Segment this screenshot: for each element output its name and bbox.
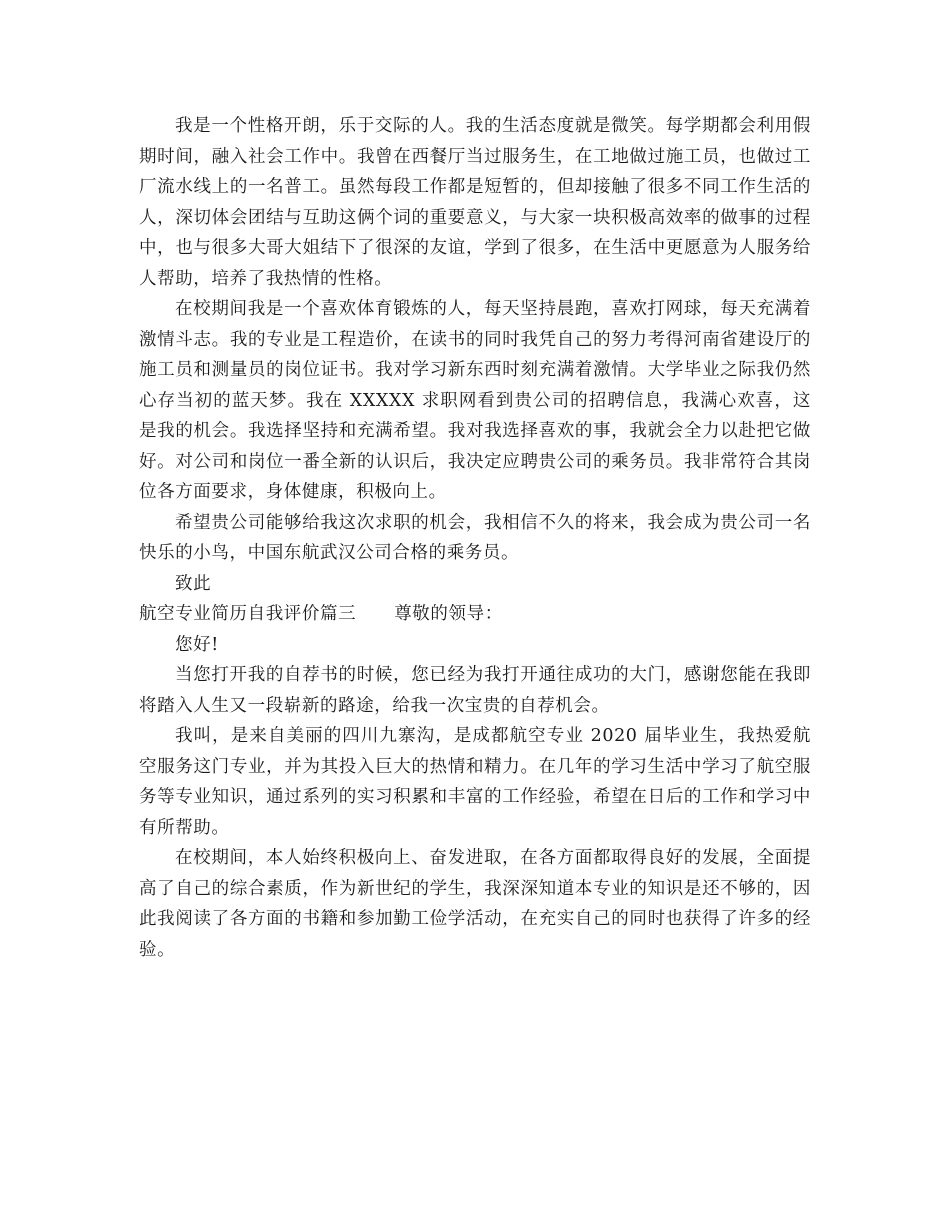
greeting-line: 您好! bbox=[175, 634, 219, 655]
document-page bbox=[139, 111, 811, 965]
paragraph-school-period: 在校期间，本人始终积极向上、奋发进取，在各方面都取得良好的发展，全面提高了自己的综合素质，作为新世纪的学生，我深深知道本专业的知识是还不够的，因此我阅读了各方面的书籍和参加勤工俭学活动，在充实自己的同时也获得了许多的经验。 bbox=[139, 848, 811, 960]
paragraph-opening: 当您打开我的自荐书的时候，您已经为我打开通往成功的大门，感谢您能在我即将踏入人生又一段崭新的路途，给我一次宝贵的自荐机会。 bbox=[139, 665, 811, 716]
paragraph-personality: 我是一个性格开朗，乐于交际的人。我的生活态度就是微笑。每学期都会利用假期时间，融入社会工作中。我曾在西餐厅当过服务生，在工地做过施工员，也做过工厂流水线上的一名普工。虽然每段工作都是短暂的，但却接触了很多不同工作生活的人，深切体会团结与互助这俩个词的重要意义，与大家一块积极高效率的做事的过程中，也与很多大哥大姐结下了很深的友谊，学到了很多，在生活中更愿意为人服务给人帮助，培养了我热情的性格。 bbox=[139, 116, 811, 289]
section-heading-line bbox=[139, 599, 811, 630]
closing-line: 致此 bbox=[175, 573, 212, 594]
section-title: 航空专业简历自我评价篇三 bbox=[139, 604, 357, 624]
salutation: 尊敬的领导： bbox=[394, 604, 503, 624]
paragraph-hope: 希望贵公司能够给我这次求职的机会，我相信不久的将来，我会成为贵公司一名快乐的小鸟，中国东航武汉公司合格的乘务员。 bbox=[139, 512, 811, 563]
paragraph-school-activities: 在校期间我是一个喜欢体育锻炼的人，每天坚持晨跑，喜欢打网球，每天充满着激情斗志。我的专业是工程造价，在读书的同时我凭自己的努力考得河南省建设厅的施工员和测量员的岗位证书。我对学习新东西时刻充满着激情。大学毕业之际我仍然心存当初的蓝天梦。我在 XXXXX 求职网看到贵公司的招聘信息，我满心欢喜，这是我的机会。我选择坚持和充满希望。我对我选择喜欢的事，我就会全力以赴把它做好。对公司和岗位一番全新的认识后，我决定应聘贵公司的乘务员。我非常符合其岗位各方面要求，身体健康，积极向上。 bbox=[139, 299, 811, 502]
paragraph-introduction: 我叫，是来自美丽的四川九寨沟，是成都航空专业 2020 届毕业生，我热爱航空服务这门专业，并为其投入巨大的热情和精力。在几年的学习生活中学习了航空服务等专业知识，通过系列的实习积累和丰富的工作经验，希望在日后的工作和学习中有所帮助。 bbox=[139, 726, 811, 838]
